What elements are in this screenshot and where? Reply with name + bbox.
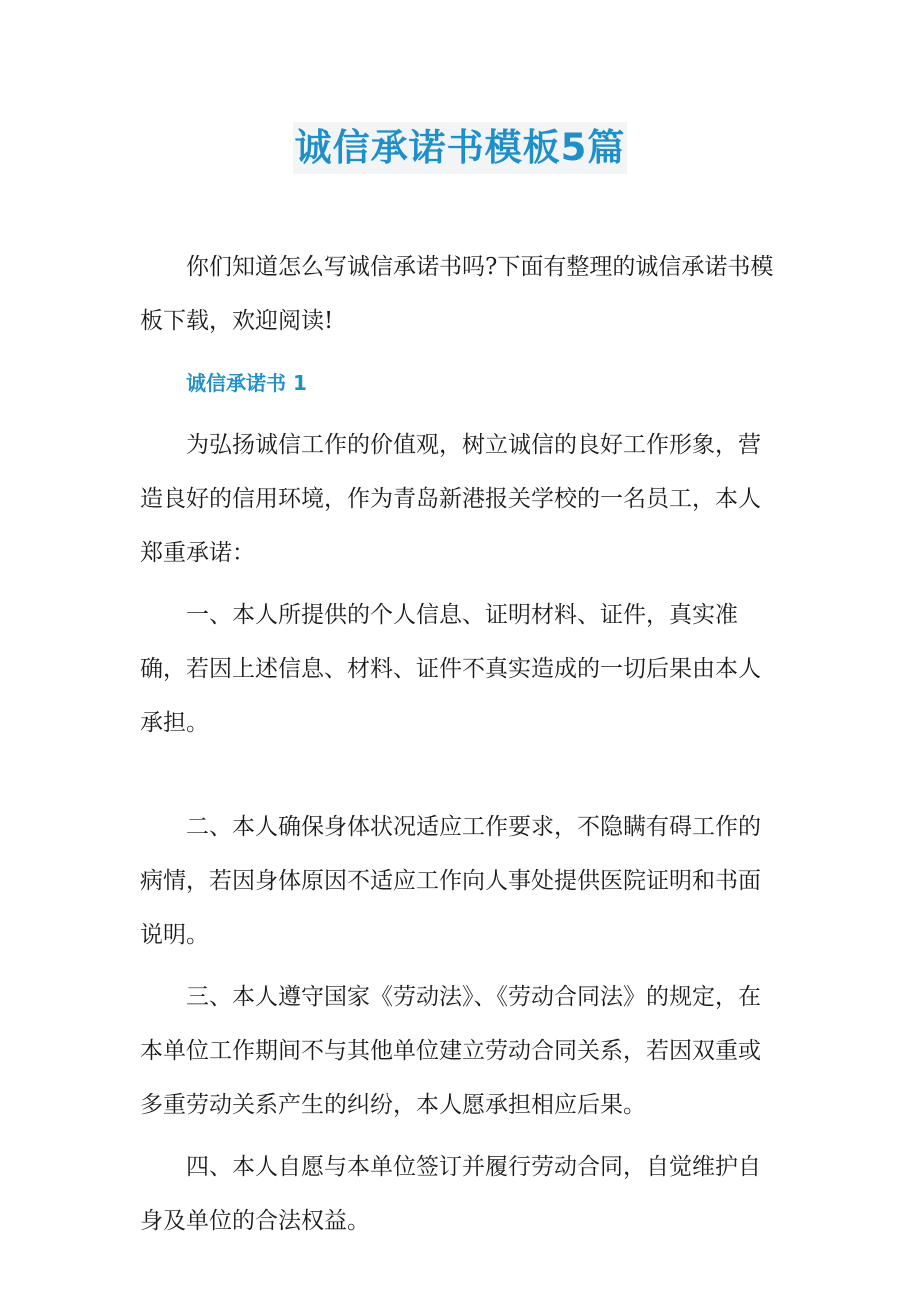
spacer (140, 1132, 780, 1140)
intro-paragraph: 你们知道怎么写诚信承诺书吗?下面有整理的诚信承诺书模板下载，欢迎阅读! (140, 254, 774, 334)
paragraph-preamble: 为弘扬诚信工作的价值观，树立诚信的良好工作形象，营造良好的信用环境，作为青岛新港报关学校的一名员工，本人郑重承诺： (140, 432, 761, 566)
paragraph-item-3: 三、本人遵守国家《劳动法》、《劳动合同法》的规定，在本单位工作期间不与其他单位建立劳动合同关系，若因双重或多重劳动关系产生的纠纷，本人愿承担相应后果。 (140, 984, 761, 1118)
section-heading: 诚信承诺书 1 (186, 371, 307, 395)
spacer (140, 750, 780, 800)
paragraph-item-2: 二、本人确保身体状况适应工作要求，不隐瞒有碍工作的病情，若因身体原因不适应工作向人事处提供医院证明和书面说明。 (140, 814, 761, 948)
paragraph-item-1: 一、本人所提供的个人信息、证明材料、证件，真实准确，若因上述信息、材料、证件不真实造成的一切后果由本人承担。 (140, 602, 761, 736)
document-body (140, 240, 780, 1248)
document-title: 诚信承诺书模板5篇 (293, 122, 628, 174)
spacer (140, 580, 780, 588)
paragraph-item-4: 四、本人自愿与本单位签订并履行劳动合同，自觉维护自身及单位的合法权益。 (140, 1154, 761, 1234)
title-container (0, 122, 920, 174)
spacer (140, 962, 780, 970)
